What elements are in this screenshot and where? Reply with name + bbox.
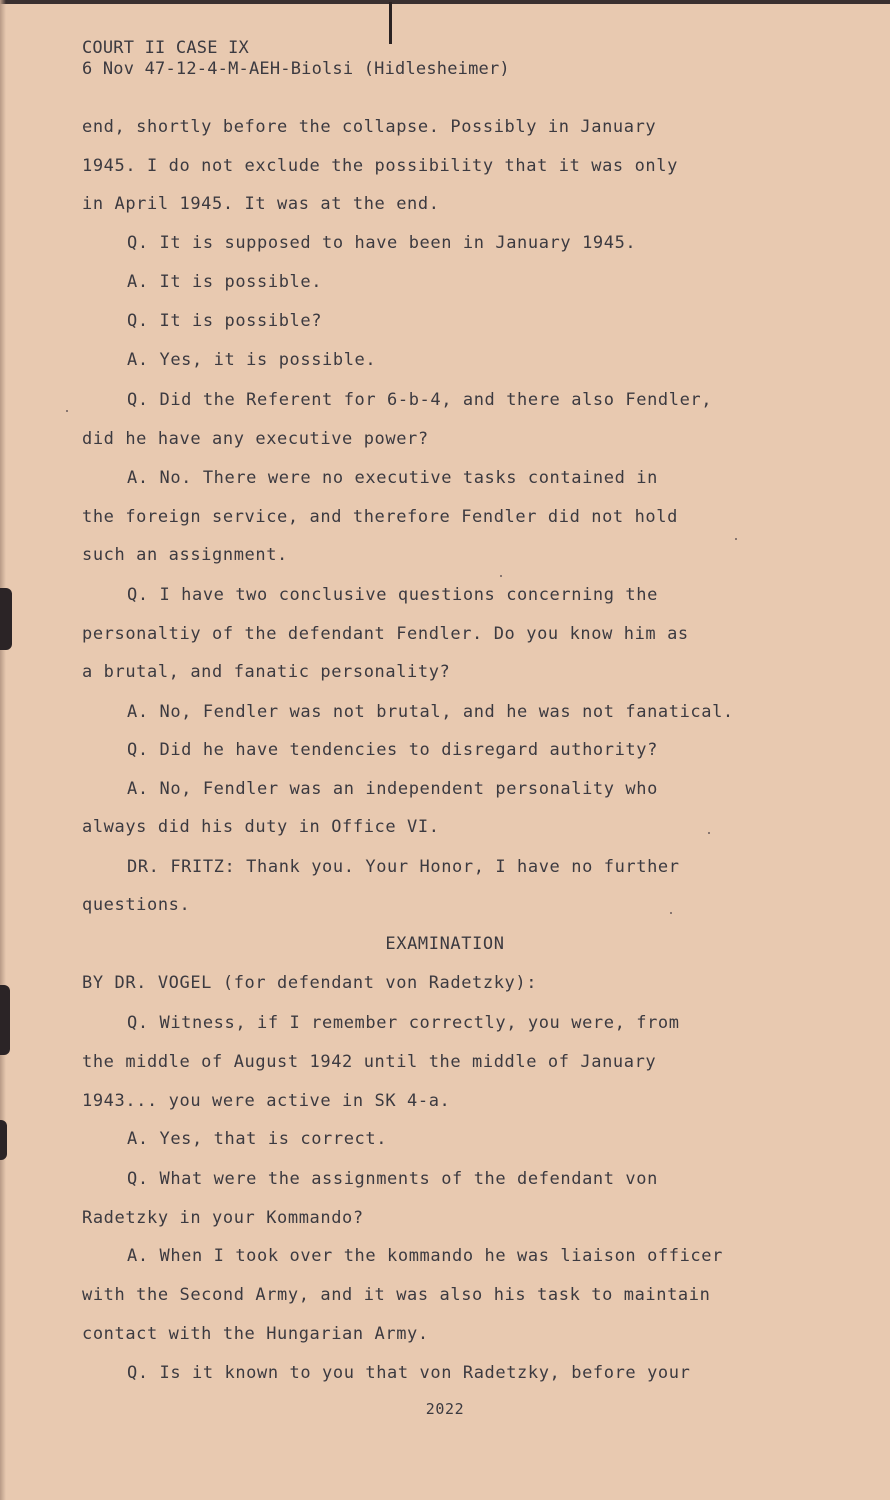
transcript-line: A. When I took over the kommando he was liaison officer <box>127 1246 723 1266</box>
page-left-edge-shadow <box>0 0 6 1500</box>
transcript-line: Q. Witness, if I remember correctly, you were, from <box>127 1013 680 1033</box>
transcript-line: Q. Is it known to you that von Radetzky, before your <box>127 1363 691 1383</box>
paper-speck <box>500 575 502 577</box>
transcript-line: Q. I have two conclusive questions concerning the <box>127 585 658 605</box>
transcript-line: a brutal, and fanatic personality? <box>82 662 451 682</box>
transcript-line: Q. It is supposed to have been in January 1945. <box>127 233 637 253</box>
section-heading-examination: EXAMINATION <box>385 934 505 954</box>
transcript-line: A. It is possible. <box>127 272 323 292</box>
transcript-line: always did his duty in Office VI. <box>82 817 440 837</box>
torn-edge-mark <box>0 588 12 650</box>
transcript-line: Radetzky in your Kommando? <box>82 1208 364 1228</box>
transcript-line: personaltiy of the defendant Fendler. Do you know him as <box>82 624 689 644</box>
transcript-line: end, shortly before the collapse. Possibly in January <box>82 117 657 137</box>
transcript-line: DR. FRITZ: Thank you. Your Honor, I have no further <box>127 857 680 877</box>
transcript-line: Q. It is possible? <box>127 311 323 331</box>
transcript-line: Q. Did the Referent for 6-b-4, and there also Fendler, <box>127 390 713 410</box>
transcript-line: A. Yes, it is possible. <box>127 350 377 370</box>
transcript-line: questions. <box>82 895 191 915</box>
transcript-line: the foreign service, and therefore Fendler did not hold <box>82 507 678 527</box>
transcript-line: such an assignment. <box>82 545 288 565</box>
transcript-line: A. No, Fendler was not brutal, and he was not fanatical. <box>127 702 734 722</box>
transcript-line: with the Second Army, and it was also his task to maintain <box>82 1285 711 1305</box>
transcript-line: A. No, Fendler was an independent personality who <box>127 779 658 799</box>
transcript-line: the middle of August 1942 until the middle of January <box>82 1052 657 1072</box>
header-date-reference: 6 Nov 47-12-4-M-AEH-Biolsi (Hidlesheimer) <box>82 59 510 79</box>
paper-speck <box>708 832 710 834</box>
torn-edge-mark <box>0 1120 7 1160</box>
page-number: 2022 <box>425 1400 465 1418</box>
document-header <box>82 38 510 80</box>
transcript-line: 1943... you were active in SK 4-a. <box>82 1091 451 1111</box>
transcript-line: in April 1945. It was at the end. <box>82 194 440 214</box>
transcript-line: A. Yes, that is correct. <box>127 1129 388 1149</box>
header-court-case: COURT II CASE IX <box>82 38 249 58</box>
torn-edge-mark <box>0 985 10 1055</box>
paper-speck <box>670 912 672 914</box>
transcript-line: contact with the Hungarian Army. <box>82 1324 429 1344</box>
paper-speck <box>66 410 68 412</box>
transcript-line: A. No. There were no executive tasks contained in <box>127 468 658 488</box>
transcript-line: 1945. I do not exclude the possibility that it was only <box>82 156 678 176</box>
transcript-line: Q. What were the assignments of the defendant von <box>127 1169 658 1189</box>
paper-speck <box>735 538 737 540</box>
transcript-line: Q. Did he have tendencies to disregard authority? <box>127 740 658 760</box>
page-top-edge <box>0 0 890 4</box>
transcript-line: did he have any executive power? <box>82 429 429 449</box>
transcript-line: BY DR. VOGEL (for defendant von Radetzky): <box>82 973 538 993</box>
